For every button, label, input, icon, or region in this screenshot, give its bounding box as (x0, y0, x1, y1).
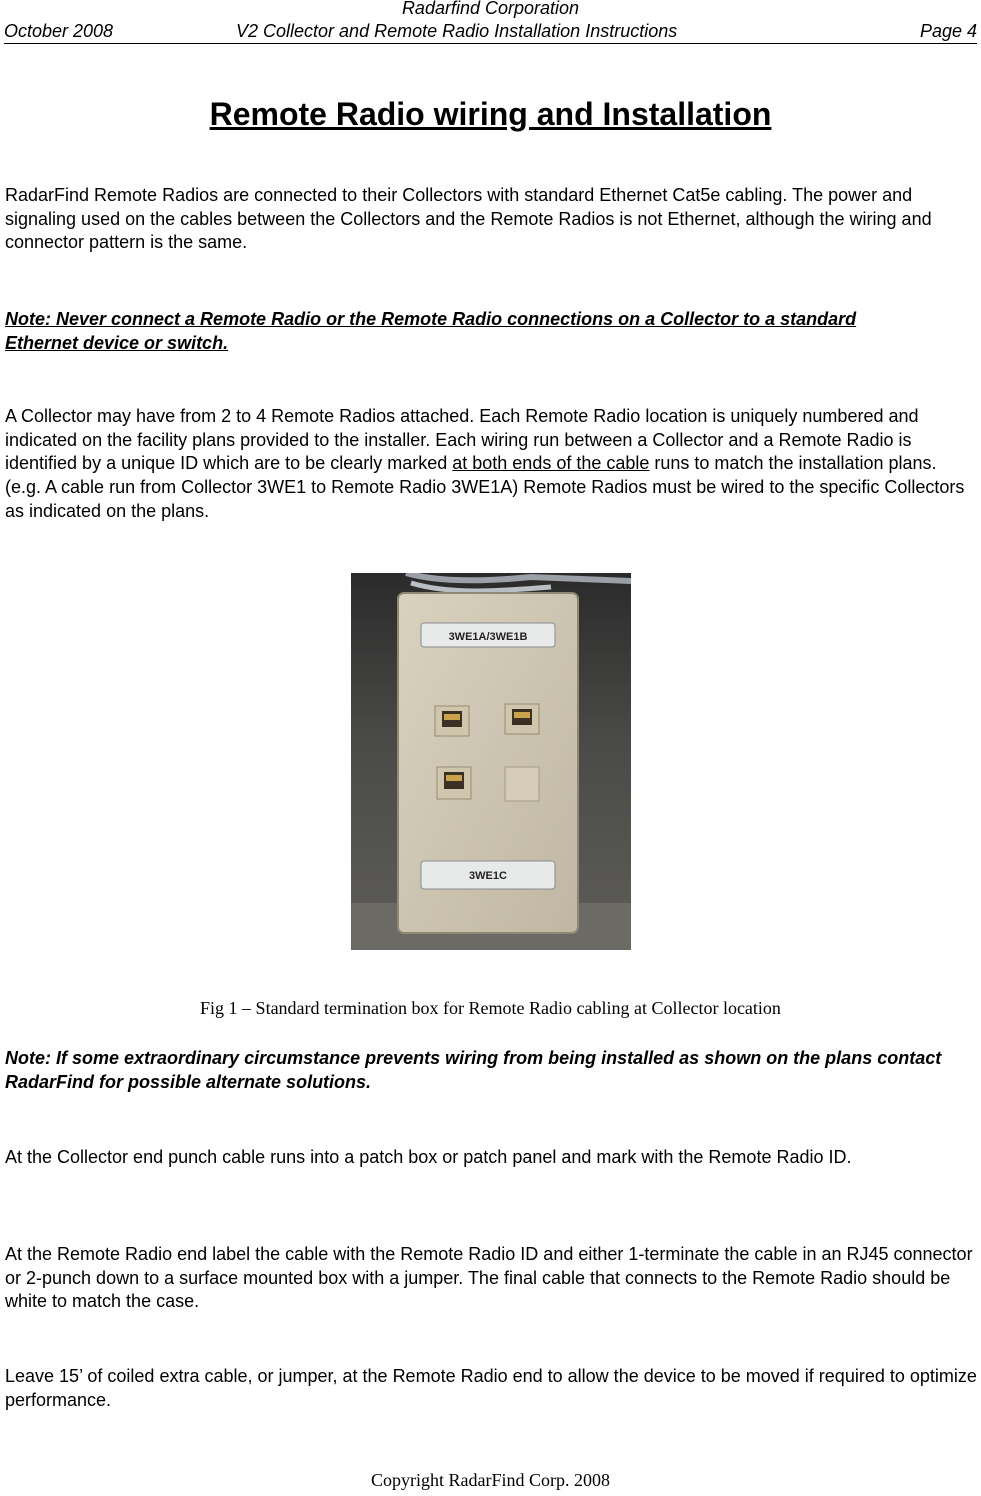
collector-paragraph-emphasis: at both ends of the cable (452, 453, 650, 474)
header-doc-title: V2 Collector and Remote Radio Installation Instructions (236, 21, 678, 41)
header-page-number: Page 4 (919, 21, 977, 41)
label-top: 3WE1A/3WE1B (448, 631, 528, 643)
figure-caption: Fig 1 – Standard termination box for Remote Radio cabling at Collector location (200, 998, 781, 1018)
note-never-connect: Note: Never connect a Remote Radio or the Remote Radio connections on a Collector to a standard Ethernet device or switch. (5, 309, 857, 353)
rj45-jack (437, 767, 471, 799)
collector-paragraph (5, 405, 977, 524)
collector-end-paragraph: At the Collector end punch cable runs into a patch box or patch panel and mark with the Remote Radio ID. (5, 1147, 852, 1167)
rj45-jack (435, 706, 469, 736)
header-company: Radarfind Corporation (401, 0, 580, 18)
remote-radio-end-paragraph: At the Remote Radio end label the cable with the Remote Radio ID and either 1-terminate the cable in an RJ45 connector or 2-punch down to a surface mounted box with a jumper. The final cable that connects to the Remote Radio should be white to match the case. (5, 1244, 973, 1312)
page-title: Remote Radio wiring and Installation (209, 96, 772, 132)
note-alternate-solutions: Note: If some extraordinary circumstance prevents wiring from being installed as shown on the plans contact RadarFind for possible alternate solutions. (5, 1048, 942, 1092)
collector-paragraph-text: A Collector may have from 2 to 4 Remote Radios attached. Each Remote Radio location is uniquely numbered and indicated on the facility plans provided to the installer. Each wiring run between a Collector and a Remote Radio is identified by a unique ID which are to be clearly marked (5, 406, 919, 474)
coiled-cable-paragraph: Leave 15’ of coiled extra cable, or jumper, at the Remote Radio end to allow the device to be moved if required to optimize performance. (5, 1366, 977, 1410)
blank-port-cover (505, 767, 539, 801)
intro-paragraph: RadarFind Remote Radios are connected to their Collectors with standard Ethernet Cat5e cabling. The power and signaling used on the cables between the Collectors and the Remote Radios is not Ethernet, although the wiring and connector pattern is the same. (5, 185, 932, 253)
label-bottom: 3WE1C (469, 870, 507, 882)
page-header (4, 21, 977, 44)
page-footer: Copyright RadarFind Corp. 2008 (371, 1470, 610, 1490)
rj45-jack (505, 704, 539, 734)
header-date: October 2008 (4, 21, 114, 41)
termination-box-photo (351, 573, 631, 950)
collector-paragraph-text-end: runs to match the installation plans. (e.g. A cable run from Collector 3WE1 to Remote Radio 3WE1A) Remote Radios must be wired to the specific Collectors as indicated on the plans. (5, 453, 965, 521)
termination-box-illustration (351, 573, 631, 950)
